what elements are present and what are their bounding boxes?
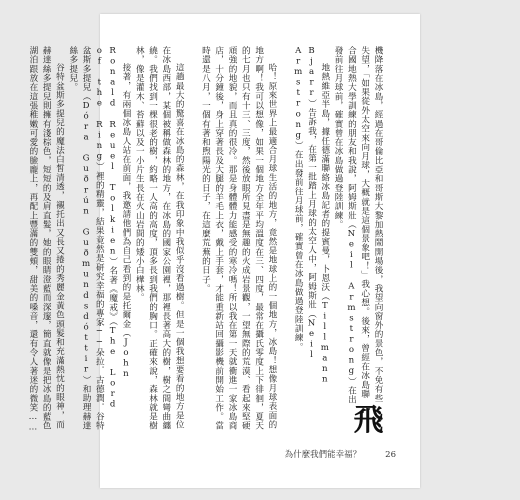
running-chapter-title: 為什麼我們能幸福？ — [284, 450, 362, 460]
paragraph-1-text: 機降落在冰島，經過在哥倫比亞和哥斯大黎加熱鬧開場後，我望向窗外的景色，不免有些失望，「如果從外太空來向月球，大概就是這個景象吧！」我心想。後來，曾經在冰島聯合國地熱大學訓練的朋友和我說，阿姆斯壯（Neil Armstrong）在出發前往月球前，確實曾在冰島做過登陸訓練。 — [333, 46, 383, 405]
drop-cap: 飛 — [353, 403, 384, 438]
paragraph-3: 哈！原來世界上最適合月球生活的地方，竟然是地球上的一個地方，冰島！想像月球表面的地方啊！我可以想像，如果一個地方全年平均溫度在三、四度，最常在攝氏零度上下徘徊，夏天的七月也只有十三、三度，然後放眼所見盡是無趣的火成岩景觀，一望無際的荒漠、看起來堅硬頑強的地貌，而且真的很冷。那是身體體力能感受的寒冷嗎！所以我在第一天就衝進一家冰島商店，十分鐘後，身上穿著長及大腿的羊毛上衣，戴上手套，才能重新站回攝影機前開始工作。當時還是八月，一個有著和煦陽光的日子，在這麼荒蕪的日子。 — [200, 46, 277, 431]
body-text — [27, 46, 397, 438]
page-footer — [285, 448, 396, 460]
paragraph-1 — [331, 46, 384, 438]
paragraph-5: 接著，有兩個冰島人站在前面，我邀請他們為自己看到的是托爾金（John Ronald Reuel Tolkien）名著《魔戒》（The Lord of the Ring）裡的精靈，結果竟然是研究幸福的專家──朵拉．古德潤．谷特盆斯多提兒（Dóra Guðrún Guðmundsdóttir）和助理赫達絲多提兒。 — [67, 46, 131, 431]
book-page — [27, 14, 420, 488]
paragraph-2: 地熱維亞半島，據任德滿聯絡冰島記者的提賓曼，卜恩沃（Tillmann Bjarr）告訴我，在第一批踏上月球的太空人中，阿姆斯壯（Neil Armstrong）在出發前往月球前，確實曾在冰島做過登陸訓練。 — [293, 46, 330, 386]
paragraph-4: 這趟最大的驚喜在冰島的森林，在我印象中我似乎沒看過樹。但是一個我想要看的地方是位在冰島西部，某個被稱做森林的地方，在冰島的國家公園裡，那裡長著高大的樹，樹之間彎曲纏繞。我們找到一棵很老的樹，約略一人高的高度，頂多長到我們的胸口。正確來說，森林就是樹林，像是灌木、苔蘚以及一小片生長在火山岩間的矮小白樺林。 — [134, 46, 185, 431]
page-number: 26 — [385, 450, 396, 460]
paragraph-6: 谷特盆斯多提兒的魔法白皙清透，襯托出又長又捲的秀麗金黃色頭髮和充滿熱忱的眼神，而赫達絲多提兒則擁有淺棕色，短短的及肩直髮，她的眼睛澄藍而深邃，簡直就像是把冰島的藍色湖泊跟放在這張稚嫩可愛的臉龐上，再配上豐滿的雙頰，甜美的嗓音，還有令人著迷的微笑…… — [27, 46, 65, 434]
